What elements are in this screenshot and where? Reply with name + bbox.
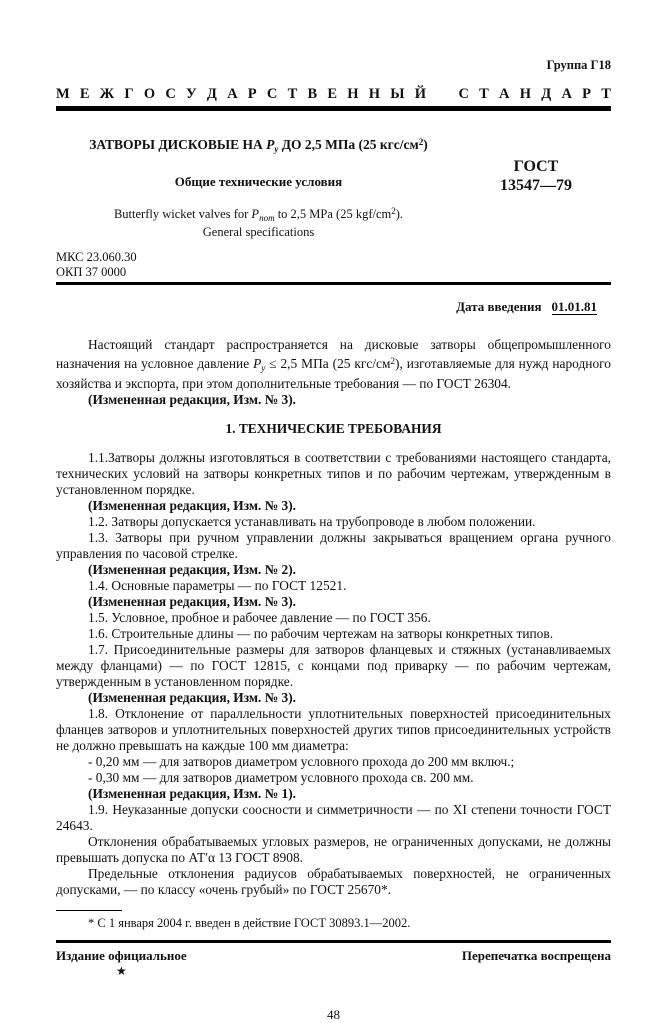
title-column bbox=[56, 137, 461, 240]
title-block bbox=[56, 137, 611, 240]
paragraph: Предельные отклонения радиусов обрабатываемых поверхностей, не ограниченных допусками, — по классу «очень грубый» по ГОСТ 25670*. bbox=[56, 865, 611, 897]
english-title-line2: General specifications bbox=[202, 224, 315, 239]
paragraph: 1.8. Отклонение от параллельности уплотнительных поверхностей присоединительных фланцев затворов и уплотнительных поверхностей других типов присоединительных устройств не должно превышать на каждые 100 мм диаметра: bbox=[56, 705, 611, 753]
document-subtitle: Общие технические условия bbox=[174, 174, 343, 190]
okp-code: ОКП 37 0000 bbox=[56, 264, 127, 279]
paragraph: 1.1.Затворы должны изготовляться в соответствии с требованиями настоящего стандарта, технических условий на затворы конкретных типов и по рабочим чертежам, утвержденным в установленном порядке. bbox=[56, 449, 611, 497]
introduction-date-value: 01.01.81 bbox=[551, 298, 597, 314]
paragraph: 1.9. Неуказанные допуски соосности и симметричности — по XI степени точности ГОСТ 24643. bbox=[56, 801, 611, 833]
reprint-prohibited-label: Перепечатка воспрещена bbox=[461, 947, 611, 963]
standard-type-header: М Е Ж Г О С У Д А Р С Т В Е Н Н Ы Й С Т А Н Д А Р Т bbox=[56, 86, 611, 102]
title-bottom-rule bbox=[56, 282, 611, 285]
gost-label: ГОСТ bbox=[513, 158, 559, 175]
paragraph: (Измененная редакция, Изм. № 3). bbox=[88, 689, 297, 705]
paragraph: 1.7. Присоединительные размеры для затворов фланцевых и стяжных (устанавливаемых между фланцами) — по ГОСТ 12815, с концами под приварку — по рабочим чертежам, утвержденным в установленном порядке. bbox=[56, 641, 611, 689]
classification-codes bbox=[56, 250, 611, 280]
footnote: * С 1 января 2004 г. введен в действие ГОСТ 30893.1—2002. bbox=[88, 915, 411, 930]
paragraph: 1.4. Основные параметры — по ГОСТ 12521. bbox=[88, 577, 347, 593]
paragraph: (Измененная редакция, Изм. № 1). bbox=[88, 785, 297, 801]
footer-rule bbox=[56, 940, 611, 943]
official-edition-label: Издание официальное bbox=[56, 947, 187, 963]
mks-code: МКС 23.060.30 bbox=[56, 250, 137, 265]
english-title-line1: Butterfly wicket valves for $P_{nom}$ to 2,5 MPa (25 kgf/$cm^2$). bbox=[113, 206, 404, 224]
paragraph: (Измененная редакция, Изм. № 3). bbox=[88, 593, 297, 609]
gost-designation bbox=[461, 137, 611, 240]
document-title: ЗАТВОРЫ ДИСКОВЫЕ НА $Р_у$ ДО 2,5 МПа (25 кгс/$см^2$) bbox=[89, 137, 428, 154]
paragraph: 1.3. Затворы при ручном управлении должны закрываться вращением органа ручного управления по часовой стрелке. bbox=[56, 529, 611, 561]
paragraph: Отклонения обрабатываемых угловых размеров, не ограниченных допусками, не должны превышать допуска по АТ′α 13 ГОСТ 8908. bbox=[56, 833, 611, 865]
paragraph: Настоящий стандарт распространяется на дисковые затворы общепромышленного назначения на условное давление $Р_у \le 2,5$ МПа (25 кгс/$см^2$), изготавляемые для нужд народного хозяйства и экспорта, при этом дополнительные требования — по ГОСТ 26304. bbox=[56, 336, 611, 391]
group-label: Группа Г18 bbox=[546, 58, 611, 72]
footnote-rule bbox=[56, 910, 122, 911]
header-rule bbox=[56, 106, 611, 111]
english-title bbox=[62, 206, 455, 240]
paragraph: 1.2. Затворы допускается устанавливать на трубопроводе в любом положении. bbox=[88, 513, 536, 529]
paragraph: (Измененная редакция, Изм. № 3). bbox=[88, 497, 297, 513]
body-paragraphs bbox=[56, 337, 611, 898]
footer bbox=[56, 948, 611, 964]
introduction-date bbox=[56, 299, 611, 315]
paragraph: (Измененная редакция, Изм. № 3). bbox=[88, 391, 297, 407]
paragraph: (Измененная редакция, Изм. № 2). bbox=[88, 561, 297, 577]
gost-number: 13547—79 bbox=[500, 177, 572, 195]
introduction-date-label: Дата введения bbox=[456, 298, 542, 314]
star-icon: ★ bbox=[116, 963, 127, 978]
paragraph: 1.5. Условное, пробное и рабочее давление — по ГОСТ 356. bbox=[88, 609, 431, 625]
page-number: 48 bbox=[327, 1006, 340, 1022]
paragraph: - 0,30 мм — для затворов диаметром условного прохода св. 200 мм. bbox=[88, 769, 474, 785]
section-heading: 1. ТЕХНИЧЕСКИЕ ТРЕБОВАНИЯ bbox=[225, 420, 442, 436]
paragraph: 1.6. Строительные длины — по рабочим чертежам на затворы конкретных типов. bbox=[88, 625, 554, 641]
paragraph: - 0,20 мм — для затворов диаметром условного прохода до 200 мм включ.; bbox=[88, 753, 515, 769]
